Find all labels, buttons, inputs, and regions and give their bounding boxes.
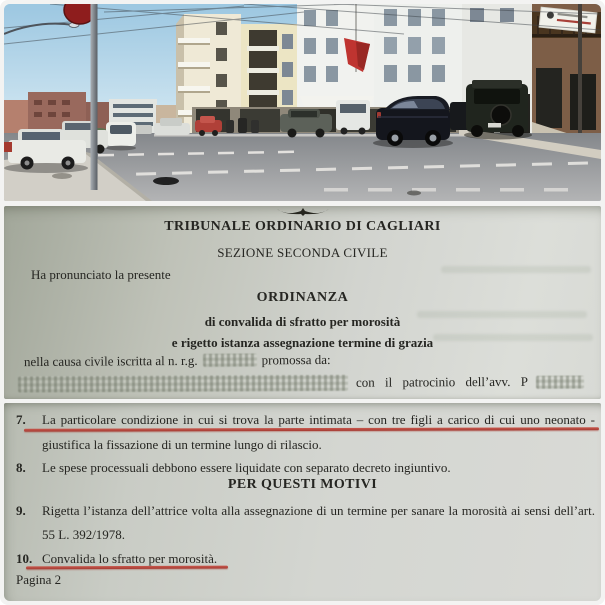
- per-questi-motivi-heading: PER QUESTI MOTIVI: [227, 477, 378, 492]
- foreground-pole: [91, 4, 98, 190]
- case-line-prefix: nella causa civile iscritta al n. r.g.: [23, 352, 198, 370]
- order-subtitle-2: e rigetto istanza assegnazione termine di grazia: [171, 335, 434, 350]
- order-subtitle-1: di convalida di sfratto per morosità: [204, 314, 401, 329]
- court-name: TRIBUNALE ORDINARIO DI CAGLIARI: [164, 219, 441, 234]
- right-pole: [578, 4, 582, 154]
- case-number-line: [24, 352, 331, 370]
- counsel-text: con il patrocinio dell’avv. P: [355, 373, 528, 390]
- counsel-line: [18, 373, 593, 392]
- item-text: Rigetta l’istanza dell’attrice volta alla assegnazione di un termine per sanare la morosità ai sensi dell’art. 55 L. 392/1978.: [42, 503, 595, 542]
- item-number: 8.: [16, 460, 26, 475]
- redacted-party-name: [18, 375, 348, 393]
- bleed-through-text: [417, 311, 587, 318]
- item-text: Convalida lo sfratto per morosità.: [42, 551, 218, 566]
- page-number: Pagina 2: [16, 572, 62, 587]
- item-number: 7.: [16, 412, 26, 427]
- street-photo: [4, 4, 601, 201]
- item-number: 10.: [16, 551, 33, 566]
- court-order-first-page: [4, 206, 601, 399]
- item-number: 9.: [16, 503, 26, 518]
- pronounce-line: Ha pronunciato la presente: [31, 267, 171, 282]
- bleed-through-text: [441, 266, 591, 273]
- road-debris: [153, 177, 179, 185]
- item-text: La particolare condizione in cui si trova la parte intimata – con tre figli a carico di cui uno neonato - giustifica la fissazione di un termine lungo di rilascio.: [42, 412, 595, 452]
- redacted-lawyer-name: [536, 375, 584, 388]
- order-item-7: [16, 407, 595, 457]
- court-order-page-2: [4, 403, 601, 601]
- redacted-case-number: [203, 353, 257, 366]
- order-item-9: [16, 499, 595, 547]
- bleed-through-text: [433, 334, 593, 341]
- item-text: Le spese processuali debbono essere liquidate con separato decreto ingiuntivo.: [42, 460, 451, 475]
- order-title: ORDINANZA: [256, 290, 349, 305]
- case-line-suffix: promossa da:: [261, 351, 331, 368]
- street-scene: [4, 4, 601, 201]
- court-section: SEZIONE SECONDA CIVILE: [217, 245, 388, 260]
